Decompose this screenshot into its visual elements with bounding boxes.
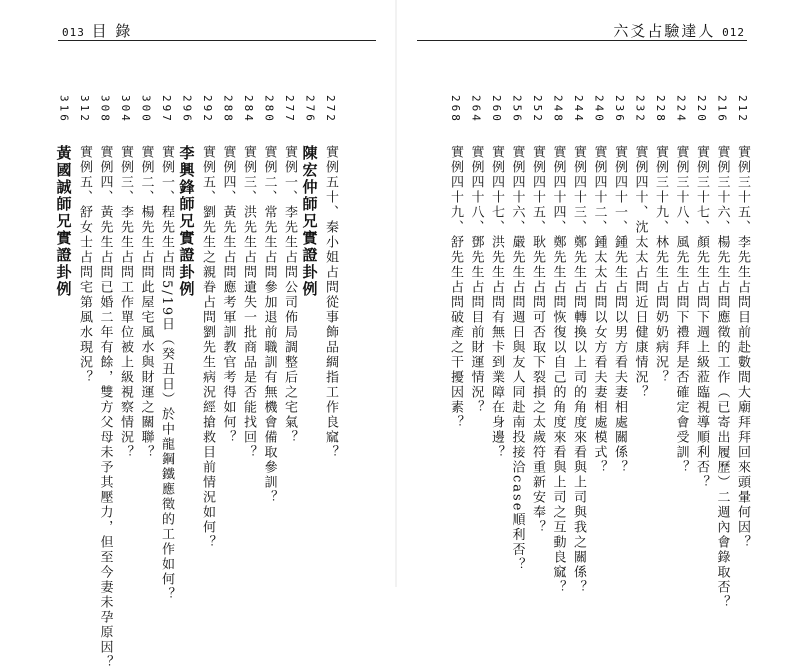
toc-entry xyxy=(650,95,670,385)
toc-entry-text: 實例四、黃先生占問已婚二年有餘，雙方父母未予其壓力，但至今妻未孕原因？ xyxy=(97,145,113,670)
toc-entry xyxy=(136,95,156,460)
toc-section-heading xyxy=(177,95,197,298)
toc-page-number: 304 xyxy=(119,95,132,124)
toc-entry xyxy=(527,95,547,535)
toc-page-number: 264 xyxy=(469,95,483,124)
toc-entry-text: 實例三十九、林先生占問奶奶病況？ xyxy=(653,145,668,385)
toc-entry-text: 實例四十、沈太太占問近日健康情況？ xyxy=(632,145,648,400)
toc-entry xyxy=(609,95,629,475)
toc-entry xyxy=(279,95,299,445)
toc-page-number: 300 xyxy=(139,95,153,124)
toc-page-number: 232 xyxy=(633,95,647,124)
toc-entry xyxy=(486,95,506,460)
toc-entry-text: 實例三十六、楊先生占問應徵的工作（已寄出履歷）二週內會錄取否？ xyxy=(714,145,730,610)
toc-entry-text: 實例三十五、李先生占問目前赴數間大廟拜拜回來頭暈何因？ xyxy=(735,145,750,550)
right-page xyxy=(397,0,793,610)
toc-entry xyxy=(74,95,94,385)
toc-entry-text: 實例三、李先生占問工作單位被上級視察情況？ xyxy=(118,145,133,460)
toc-entry-text: 實例四十八、鄧先生占問目前財運情況？ xyxy=(468,145,484,415)
toc-page-number: 272 xyxy=(324,95,337,124)
toc-page-number: 284 xyxy=(242,95,255,124)
toc-page-number: 308 xyxy=(98,95,112,124)
toc-page-number: 220 xyxy=(695,95,708,124)
toc-entry-text: 實例四、黃先生占問應考軍訓教官考得如何？ xyxy=(220,145,236,445)
toc-entry xyxy=(630,95,650,400)
toc-page-number: 260 xyxy=(490,95,503,124)
toc-page-number: 248 xyxy=(551,95,565,124)
toc-entry-text: 實例四十三、鄭先生占問轉換以上司的角度來看與上司與我之關係？ xyxy=(571,145,586,595)
toc-entry xyxy=(671,95,691,475)
toc-page-number: 292 xyxy=(201,95,214,124)
right-page-number: 012 xyxy=(722,26,745,39)
toc-page-number: 212 xyxy=(736,95,749,124)
toc-entry-text: 實例五、舒女士占問宅第風水現況？ xyxy=(77,145,92,385)
toc-entry xyxy=(320,95,340,460)
toc-page-number: 276 xyxy=(303,95,317,124)
toc-entry-text: 實例四十五、耿先生占問可否取下裂損之太歲符重新安奉？ xyxy=(530,145,545,535)
toc-section-heading xyxy=(300,95,320,298)
toc-page-number: 236 xyxy=(613,95,626,124)
right-header-rule xyxy=(417,40,747,41)
toc-page-number: 228 xyxy=(654,95,667,124)
toc-page-number: 268 xyxy=(449,95,462,124)
toc-entry-text: 實例二、楊先生占問此屋宅風水與財運之關聯？ xyxy=(138,145,154,460)
toc-page-number: 252 xyxy=(531,95,544,124)
toc-entry xyxy=(115,95,135,460)
toc-entry xyxy=(218,95,238,445)
toc-entry xyxy=(259,95,279,505)
toc-entry xyxy=(712,95,732,610)
toc-page-number: 256 xyxy=(510,95,524,124)
toc-page-number: 280 xyxy=(262,95,276,124)
right-page-title: 六爻占驗達人 xyxy=(613,22,716,40)
toc-entry xyxy=(238,95,258,460)
toc-entry-text: 實例三、洪先生占問遺失一批商品是否能找回？ xyxy=(241,145,256,460)
toc-page-number: 244 xyxy=(572,95,585,124)
toc-entry xyxy=(95,95,115,670)
toc-entry-text: 實例四十四、鄭先生占問恢復以自己的角度來看與上司之互動良窳？ xyxy=(550,145,566,595)
toc-page-number: 277 xyxy=(283,95,296,124)
left-page-header xyxy=(62,20,132,41)
toc-entry xyxy=(568,95,588,595)
toc-entry xyxy=(691,95,711,490)
toc-page-number: 224 xyxy=(674,95,688,124)
toc-section-title: 李興鋒師兄實證卦例 xyxy=(177,145,196,298)
toc-page-number: 240 xyxy=(592,95,606,124)
left-header-rule xyxy=(58,40,376,41)
toc-section-heading xyxy=(54,95,74,298)
toc-entry-text: 實例一、李先生占問公司佈局調整后之宅氣？ xyxy=(282,145,297,445)
toc-entry xyxy=(548,95,568,595)
left-page-number: 013 xyxy=(62,26,85,39)
left-page-title: 目 錄 xyxy=(91,22,133,40)
toc-entry-text: 實例三十七、顏先生占問下週上級蒞臨視導順利否？ xyxy=(694,145,709,490)
toc-entry xyxy=(732,95,752,550)
toc-entry xyxy=(466,95,486,415)
toc-page-number: 296 xyxy=(180,95,194,124)
toc-page-number: 316 xyxy=(57,95,71,124)
toc-page-number: 216 xyxy=(715,95,729,124)
toc-entry xyxy=(156,95,176,602)
toc-entry-text: 實例四十七、洪先生占問有無卡到業障在身邊？ xyxy=(489,145,504,460)
toc-entry-text: 實例五十、秦小姐占問從事飾品綢指工作良窳？ xyxy=(323,145,338,460)
toc-page-number: 297 xyxy=(160,95,173,124)
toc-entry xyxy=(445,95,465,430)
toc-entry xyxy=(589,95,609,475)
toc-entry-text: 實例四十九、舒先生占問破產之干擾因素？ xyxy=(448,145,463,430)
right-page-header xyxy=(613,20,745,41)
toc-section-title: 黃國誠師兄實證卦例 xyxy=(54,145,73,298)
left-page xyxy=(0,0,396,670)
toc-entry-text: 實例五、劉先生之親眷占問劉先生病況經搶救目前情況如何？ xyxy=(200,145,215,550)
toc-entry xyxy=(197,95,217,550)
toc-entry-text: 實例四十二、鍾太太占問以女方看夫妻相處模式？ xyxy=(591,145,607,475)
toc-page-number: 288 xyxy=(221,95,235,124)
toc-entry xyxy=(507,95,527,572)
toc-entry-text: 實例三十八、風先生占問下禮拜是否確定會受訓？ xyxy=(673,145,689,475)
toc-page-number: 312 xyxy=(78,95,91,124)
toc-entry-text: 實例四十一、鍾先生占問以男方看夫妻相處關係？ xyxy=(612,145,627,475)
toc-entry-text: 實例四十六、嚴先生占問週日與友人同赴南投接洽case順利否？ xyxy=(509,145,525,573)
toc-section-title: 陳宏仲師兄實證卦例 xyxy=(300,145,319,298)
toc-entry-text: 實例二、常先生占問參加退前職訓有無機會備取參訓？ xyxy=(261,145,277,505)
toc-entry-text: 實例一、程先生占問5/19日（癸丑日）於中龍鋼鐵應徵的工作如何？ xyxy=(159,145,174,603)
